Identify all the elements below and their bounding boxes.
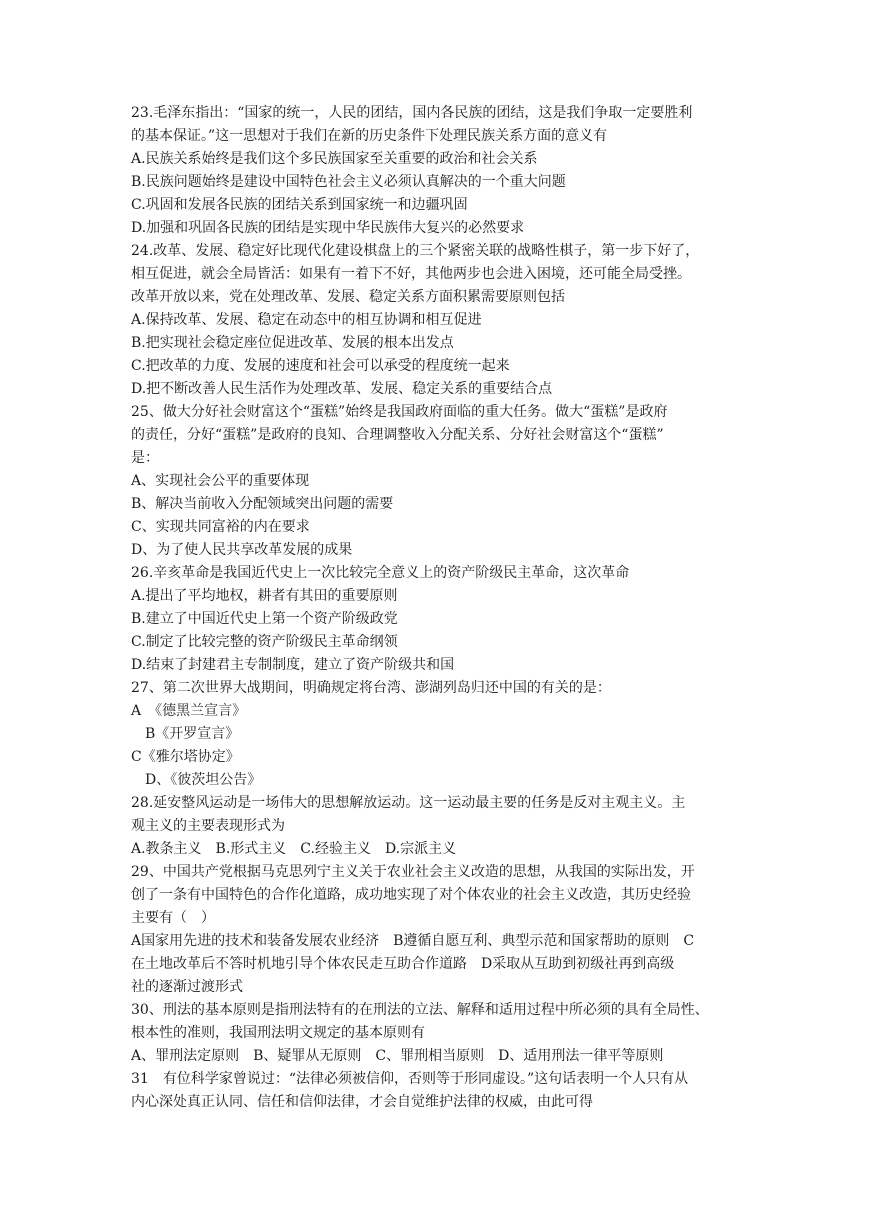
text-line: 29、中国共产党根据马克思列宁主义关于农业社会主义改造的思想，从我国的实际出发，开 [131, 864, 695, 880]
text-line: 内心深处真正认同、信任和信仰法律，才会自觉维护法律的权威，由此可得 [131, 1094, 593, 1110]
text-line: 27、第二次世界大战期间，明确规定将台湾、澎湖列岛归还中国的有关的是： [131, 680, 611, 696]
text-line: 在土地改革后不答时机地引导个体农民走互助合作道路 D采取从互助到初级社再到高级 [131, 956, 675, 972]
text-line: 的基本保证。”这一思想对于我们在新的历史条件下处理民族关系方面的意义有 [131, 128, 608, 144]
text-line: C.制定了比较完整的资产阶级民主革命纲领 [131, 634, 398, 650]
text-line: D、《彼茨坦公告》 [131, 772, 262, 788]
text-line: 社的逐渐过渡形式 [131, 979, 243, 995]
text-line: 相互促进，就会全局皆活：如果有一着下不好，其他两步也会进入困境，还可能全局受挫。 [131, 266, 691, 282]
text-line: 23.毛泽东指出：“国家的统一，人民的团结，国内各民族的团结，这是我们争取一定要胜利 [131, 105, 693, 121]
text-line: D、为了使人民共享改革发展的成果 [131, 542, 353, 558]
text-line: 30、刑法的基本原则是指刑法特有的在刑法的立法、解释和适用过程中所必须的具有全局性、 [131, 1002, 709, 1018]
text-line: D.结束了封建君主专制制度，建立了资产阶级共和国 [131, 657, 455, 673]
text-line: D.把不断改善人民生活作为处理改革、发展、稳定关系的重要结合点 [131, 381, 553, 397]
text-line: C、实现共同富裕的内在要求 [131, 519, 310, 535]
text-line: B.民族问题始终是建设中国特色社会主义必须认真解决的一个重大问题 [131, 174, 566, 190]
text-line: B、解决当前收入分配领域突出问题的需要 [131, 496, 394, 512]
text-line: B.建立了中国近代史上第一个资产阶级政党 [131, 611, 398, 627]
text-line: 主要有（ ） [131, 910, 215, 926]
text-line: 26.辛亥革命是我国近代史上一次比较完全意义上的资产阶级民主革命，这次革命 [131, 565, 630, 581]
text-line: 31 有位科学家曾说过：“法律必须被信仰，否则等于形同虚设。”这句话表明一个人只有从 [131, 1071, 689, 1087]
text-line: A、罪刑法定原则 B、疑罪从无原则 C、罪刑相当原则 D、适用刑法一律平等原则 [131, 1048, 664, 1064]
text-line: A.教条主义 B.形式主义 C.经验主义 D.宗派主义 [131, 841, 457, 857]
text-line: B《开罗宣言》 [131, 726, 240, 742]
text-line: 25、做大分好社会财富这个“蛋糕”始终是我国政府面临的重大任务。做大“蛋糕”是政府 [131, 404, 668, 420]
text-line: A、实现社会公平的重要体现 [131, 473, 310, 489]
text-line: 的责任，分好“蛋糕”是政府的良知、合理调整收入分配关系、分好社会财富这个“蛋糕” [131, 427, 664, 443]
text-line: 24.改革、发展、稳定好比现代化建设棋盘上的三个紧密关联的战略性棋子，第一步下好了， [131, 243, 700, 259]
text-line: 是： [131, 450, 159, 466]
document-body [131, 102, 776, 1114]
text-line: A.民族关系始终是我们这个多民族国家至关重要的政治和社会关系 [131, 151, 538, 167]
text-line: 28.延安整风运动是一场伟大的思想解放运动。这一运动最主要的任务是反对主观主义。主 [131, 795, 686, 811]
text-line: C.把改革的力度、发展的速度和社会可以承受的程度统一起来 [131, 358, 510, 374]
text-line: C.巩固和发展各民族的团结关系到国家统一和边疆巩固 [131, 197, 468, 213]
text-line: A 《德黑兰宣言》 [131, 703, 247, 719]
text-line: 观主义的主要表现形式为 [131, 818, 285, 834]
text-line: C《雅尔塔协定》 [131, 749, 240, 765]
text-line: A.保持改革、发展、稳定在动态中的相互协调和相互促进 [131, 312, 482, 328]
text-line: A国家用先进的技术和装备发展农业经济 B遵循自愿互利、典型示范和国家帮助的原则 C [131, 933, 695, 949]
text-line: B.把实现社会稳定座位促进改革、发展的根本出发点 [131, 335, 454, 351]
text-line: 改革开放以来，党在处理改革、发展、稳定关系方面积累需要原则包括 [131, 289, 565, 305]
text-line: 根本性的准则，我国刑法明文规定的基本原则有 [131, 1025, 425, 1041]
text-line: A.提出了平均地权，耕者有其田的重要原则 [131, 588, 398, 604]
text-line: 创了一条有中国特色的合作化道路，成功地实现了对个体农业的社会主义改造，其历史经验 [131, 887, 691, 903]
text-line: D.加强和巩固各民族的团结是实现中华民族伟大复兴的必然要求 [131, 220, 525, 236]
